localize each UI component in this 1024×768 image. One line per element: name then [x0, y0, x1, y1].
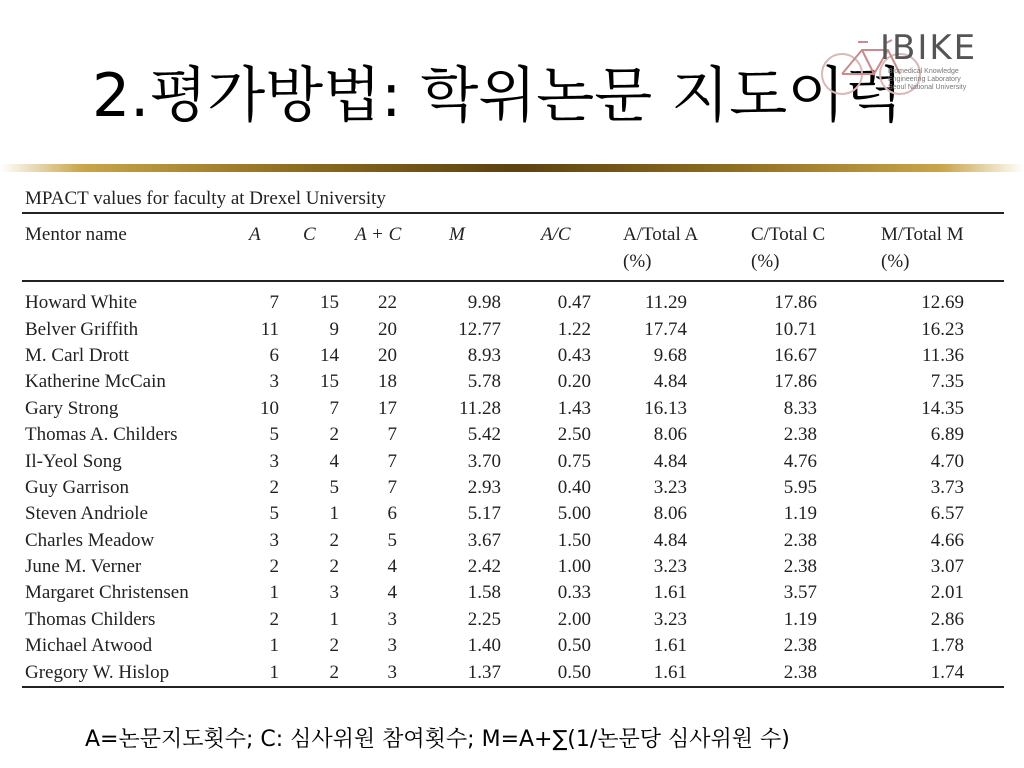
header-a-total: A/Total A (%) [623, 224, 699, 272]
a-plus-c-cell: 18 [378, 371, 397, 393]
m-total-pct-cell: 4.70 [930, 450, 964, 472]
header-a: A [249, 224, 261, 245]
c-cell: 15 [320, 371, 339, 393]
c-total-pct-cell: 2.38 [783, 635, 817, 657]
c-total-pct-cell: 3.57 [783, 582, 817, 604]
a-cell: 5 [269, 424, 279, 446]
table-row [22, 633, 1004, 659]
table-row [22, 448, 1004, 474]
m-total-pct-cell: 3.73 [930, 476, 964, 498]
a-over-c-cell: 2.50 [557, 424, 591, 446]
a-cell: 1 [269, 661, 279, 683]
mentor-name-cell: Michael Atwood [25, 635, 153, 657]
m-total-pct-cell: 1.74 [930, 661, 964, 683]
a-total-pct-cell: 11.29 [644, 292, 687, 314]
a-cell: 2 [269, 608, 279, 630]
a-over-c-cell: 0.47 [557, 292, 591, 314]
c-total-pct-cell: 2.38 [783, 556, 817, 578]
m-total-pct-cell: 3.07 [930, 556, 964, 578]
a-total-pct-cell: 3.23 [653, 476, 687, 498]
a-over-c-cell: 0.50 [557, 661, 591, 683]
c-cell: 15 [320, 292, 339, 314]
m-cell: 1.58 [467, 582, 501, 604]
c-total-pct-cell: 5.95 [783, 476, 817, 498]
table-row [22, 396, 1004, 422]
a-over-c-cell: 0.50 [557, 635, 591, 657]
a-cell: 2 [269, 556, 279, 578]
slide-title: 2.평가방법: 학위논문 지도이력 [92, 61, 904, 131]
m-total-pct-cell: 6.57 [930, 503, 964, 525]
m-cell: 5.17 [467, 503, 501, 525]
a-cell: 2 [269, 476, 279, 498]
a-plus-c-cell: 7 [387, 424, 397, 446]
a-total-pct-cell: 3.23 [653, 608, 687, 630]
a-total-pct-cell: 3.23 [653, 556, 687, 578]
table-row [22, 422, 1004, 448]
c-cell: 5 [329, 476, 339, 498]
a-total-pct-cell: 17.74 [644, 318, 687, 340]
m-cell: 2.93 [467, 476, 501, 498]
a-cell: 3 [269, 529, 279, 551]
c-cell: 14 [320, 344, 339, 366]
a-over-c-cell: 0.43 [557, 344, 591, 366]
a-plus-c-cell: 6 [387, 503, 397, 525]
c-total-pct-cell: 17.86 [774, 371, 817, 393]
a-over-c-cell: 1.50 [557, 529, 591, 551]
formula-footnote: A=논문지도횟수; C: 심사위원 참여횟수; M=A+∑(1/논문당 심사위원 수) [85, 727, 790, 752]
table-row [22, 580, 1004, 606]
table-row [22, 475, 1004, 501]
table-row [22, 554, 1004, 580]
header-c-total: C/Total C (%) [751, 224, 826, 272]
a-total-pct-cell: 8.06 [653, 503, 687, 525]
a-over-c-cell: 0.75 [557, 450, 591, 472]
c-total-pct-cell: 1.19 [783, 608, 817, 630]
a-total-pct-cell: 1.61 [653, 582, 687, 604]
a-cell: 10 [260, 397, 279, 419]
c-total-pct-cell: 2.38 [783, 529, 817, 551]
m-total-pct-cell: 16.23 [921, 318, 964, 340]
header-m: M [449, 224, 465, 245]
logo-subtitle-line: Seoul National University [888, 84, 967, 91]
m-cell: 5.78 [467, 371, 501, 393]
c-cell: 2 [329, 556, 339, 578]
a-plus-c-cell: 22 [378, 292, 397, 314]
m-cell: 2.25 [467, 608, 501, 630]
a-plus-c-cell: 3 [387, 635, 397, 657]
mentor-name-cell: Margaret Christensen [25, 582, 189, 604]
a-plus-c-cell: 20 [378, 318, 397, 340]
m-cell: 5.42 [467, 424, 501, 446]
m-cell: 9.98 [467, 292, 501, 314]
a-over-c-cell: 1.22 [557, 318, 591, 340]
mentor-name-cell: Thomas Childers [25, 608, 156, 630]
a-over-c-cell: 1.00 [557, 556, 591, 578]
mentor-name-cell: M. Carl Drott [25, 344, 129, 366]
a-cell: 3 [269, 371, 279, 393]
mentor-name-cell: Gary Strong [25, 397, 119, 419]
header-a-over-c: A/C [541, 224, 571, 245]
c-cell: 3 [329, 582, 339, 604]
table-header-row [22, 213, 1004, 281]
c-total-pct-cell: 4.76 [783, 450, 817, 472]
m-cell: 3.67 [467, 529, 501, 551]
c-cell: 1 [329, 503, 339, 525]
c-cell: 9 [329, 318, 339, 340]
m-cell: 11.28 [458, 397, 501, 419]
m-cell: 8.93 [467, 344, 501, 366]
m-total-pct-cell: 6.89 [930, 424, 964, 446]
a-over-c-cell: 5.00 [557, 503, 591, 525]
gold-divider [0, 164, 1024, 172]
a-plus-c-cell: 20 [378, 344, 397, 366]
mentor-name-cell: Guy Garrison [25, 476, 129, 498]
a-total-pct-cell: 4.84 [653, 450, 687, 472]
table-row [22, 659, 1004, 686]
c-cell: 4 [329, 450, 339, 472]
a-cell: 3 [269, 450, 279, 472]
a-cell: 11 [260, 318, 279, 340]
mentor-name-cell: Howard White [25, 292, 138, 314]
a-over-c-cell: 0.33 [557, 582, 591, 604]
table-row [22, 281, 1004, 316]
c-cell: 2 [329, 635, 339, 657]
c-total-pct-cell: 16.67 [774, 344, 817, 366]
m-total-pct-cell: 2.86 [930, 608, 964, 630]
mentor-name-cell: Gregory W. Hislop [25, 661, 170, 683]
table-row [22, 607, 1004, 633]
a-total-pct-cell: 9.68 [653, 344, 687, 366]
a-plus-c-cell: 5 [387, 529, 397, 551]
header-mentor-name: Mentor name [25, 224, 127, 245]
a-cell: 5 [269, 503, 279, 525]
m-total-pct-cell: 4.66 [930, 529, 964, 551]
a-total-pct-cell: 1.61 [653, 635, 687, 657]
m-total-pct-cell: 2.01 [930, 582, 964, 604]
a-over-c-cell: 0.40 [557, 476, 591, 498]
a-over-c-cell: 2.00 [557, 608, 591, 630]
table-row [22, 343, 1004, 369]
header-c: C [303, 224, 316, 245]
c-cell: 7 [329, 397, 339, 419]
a-cell: 1 [269, 582, 279, 604]
m-cell: 3.70 [467, 450, 501, 472]
m-total-pct-cell: 14.35 [921, 397, 964, 419]
a-plus-c-cell: 3 [387, 661, 397, 683]
table-row [22, 501, 1004, 527]
mentor-name-cell: Katherine McCain [25, 371, 166, 393]
table-caption: MPACT values for faculty at Drexel University [25, 188, 386, 209]
a-plus-c-cell: 4 [387, 582, 397, 604]
c-total-pct-cell: 1.19 [783, 503, 817, 525]
header-a-plus-c: A + C [355, 224, 402, 245]
a-total-pct-cell: 16.13 [644, 397, 687, 419]
a-plus-c-cell: 17 [378, 397, 397, 419]
m-total-pct-cell: 1.78 [930, 635, 964, 657]
mpact-table-container [22, 186, 1004, 688]
a-plus-c-cell: 4 [387, 556, 397, 578]
table-row [22, 316, 1004, 342]
header-m-total: M/Total M (%) [881, 224, 964, 272]
c-total-pct-cell: 2.38 [783, 661, 817, 683]
a-over-c-cell: 0.20 [557, 371, 591, 393]
m-total-pct-cell: 11.36 [921, 344, 964, 366]
a-plus-c-cell: 7 [387, 450, 397, 472]
c-total-pct-cell: 17.86 [774, 292, 817, 314]
mentor-name-cell: June M. Verner [25, 556, 142, 578]
a-cell: 7 [269, 292, 279, 314]
c-total-pct-cell: 2.38 [783, 424, 817, 446]
table-row [22, 369, 1004, 395]
mentor-name-cell: Belver Griffith [25, 318, 139, 340]
a-total-pct-cell: 4.84 [653, 529, 687, 551]
mpact-table [22, 212, 1004, 688]
m-cell: 12.77 [458, 318, 501, 340]
a-plus-c-cell: 3 [387, 608, 397, 630]
mentor-name-cell: Il-Yeol Song [25, 450, 122, 472]
m-cell: 2.42 [467, 556, 501, 578]
m-total-pct-cell: 7.35 [930, 371, 964, 393]
a-cell: 1 [269, 635, 279, 657]
a-total-pct-cell: 1.61 [653, 661, 687, 683]
m-cell: 1.40 [467, 635, 501, 657]
m-total-pct-cell: 12.69 [921, 292, 964, 314]
c-total-pct-cell: 10.71 [774, 318, 817, 340]
a-total-pct-cell: 4.84 [653, 371, 687, 393]
a-plus-c-cell: 7 [387, 476, 397, 498]
a-over-c-cell: 1.43 [557, 397, 591, 419]
table-row [22, 528, 1004, 554]
c-cell: 2 [329, 661, 339, 683]
m-cell: 1.37 [467, 661, 501, 683]
a-cell: 6 [269, 344, 279, 366]
a-total-pct-cell: 8.06 [653, 424, 687, 446]
mentor-name-cell: Charles Meadow [25, 529, 155, 551]
mentor-name-cell: Thomas A. Childers [25, 424, 178, 446]
mentor-name-cell: Steven Andriole [25, 503, 148, 525]
logo-subtitle-line: Engineering Laboratory [888, 76, 961, 83]
logo-subtitle-line: Biomedical Knowledge [888, 68, 959, 75]
c-cell: 2 [329, 424, 339, 446]
c-cell: 2 [329, 529, 339, 551]
logo-wordmark: IBIKE [880, 28, 978, 68]
c-cell: 1 [329, 608, 339, 630]
c-total-pct-cell: 8.33 [783, 397, 817, 419]
